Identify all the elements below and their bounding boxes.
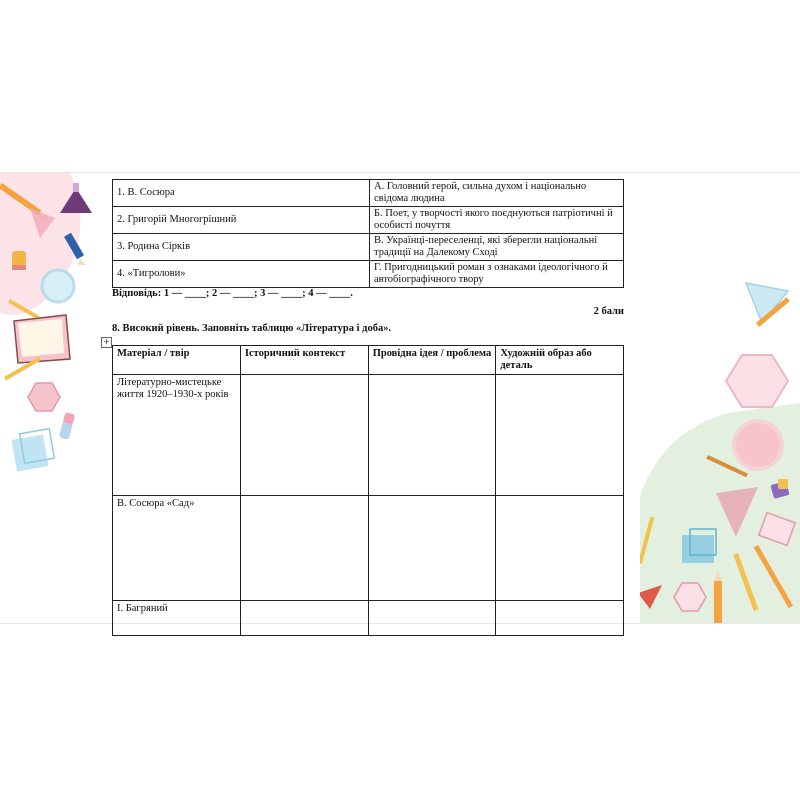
points-label: 2 бали [593,306,624,317]
table-cell[interactable] [240,496,368,601]
matching-table [112,179,624,288]
table-cell[interactable] [496,601,624,636]
left-decorations [0,173,110,623]
eraser-icon [59,412,75,440]
document-page [103,173,640,623]
matching-left-cell: 1. В. Сосюра [113,180,370,207]
table-row [113,601,624,636]
matching-right-cell: Б. Поет, у творчості якого поєднуються патріотичні й особисті почуття [370,207,624,234]
task-title: 8. Високий рівень. Заповніть таблицю «Література і доба». [112,323,392,334]
table-cell[interactable] [368,601,496,636]
book-icon [14,315,70,363]
table-cell[interactable]: І. Багряний [113,601,241,636]
right-decorations [638,173,800,623]
slide [0,172,800,624]
table-cell[interactable] [496,375,624,496]
pencil-icon [714,571,722,623]
magnifier-icon [42,270,74,302]
table-row [113,234,624,261]
hexagon-icon [726,355,788,407]
pencil-icon [12,251,26,270]
table-row [113,375,624,496]
table-cell[interactable] [240,601,368,636]
hexagon-icon [28,383,60,411]
answer-line: Відповідь: 1 — ____; 2 — ____; 3 — ____; 4 — ____. [112,288,353,299]
table-row [113,207,624,234]
matching-right-cell: В. Українці-переселенці, які зберегли національні традиції на Далекому Сході [370,234,624,261]
hexagon-icon [674,583,706,611]
table-move-handle-icon[interactable]: + [101,337,112,348]
column-header: Історичний контекст [240,346,368,375]
table-cell[interactable] [496,496,624,601]
column-header: Художній образ або деталь [496,346,624,375]
table-row [113,180,624,207]
table-cell[interactable] [240,375,368,496]
literature-table [112,345,624,636]
table-row [113,261,624,288]
column-header: Матеріал / твір [113,346,241,375]
matching-left-cell: 4. «Тигролови» [113,261,370,288]
square-icon [11,429,54,472]
column-header: Провідна ідея / проблема [368,346,496,375]
table-row [113,496,624,601]
matching-left-cell: 3. Родина Сірків [113,234,370,261]
circle-icon [734,421,782,469]
table-cell[interactable]: Літературно-мистецьке життя 1920–1930-х років [113,375,241,496]
table-cell[interactable]: В. Сосюра «Сад» [113,496,241,601]
table-cell[interactable] [368,375,496,496]
matching-right-cell: А. Головний герой, сильна духом і національно свідома людина [370,180,624,207]
matching-left-cell: 2. Григорій Многогрішний [113,207,370,234]
table-cell[interactable] [368,496,496,601]
matching-right-cell: Г. Пригодницький роман з ознаками ідеологічного й автобіографічного твору [370,261,624,288]
table-header-row [113,346,624,375]
